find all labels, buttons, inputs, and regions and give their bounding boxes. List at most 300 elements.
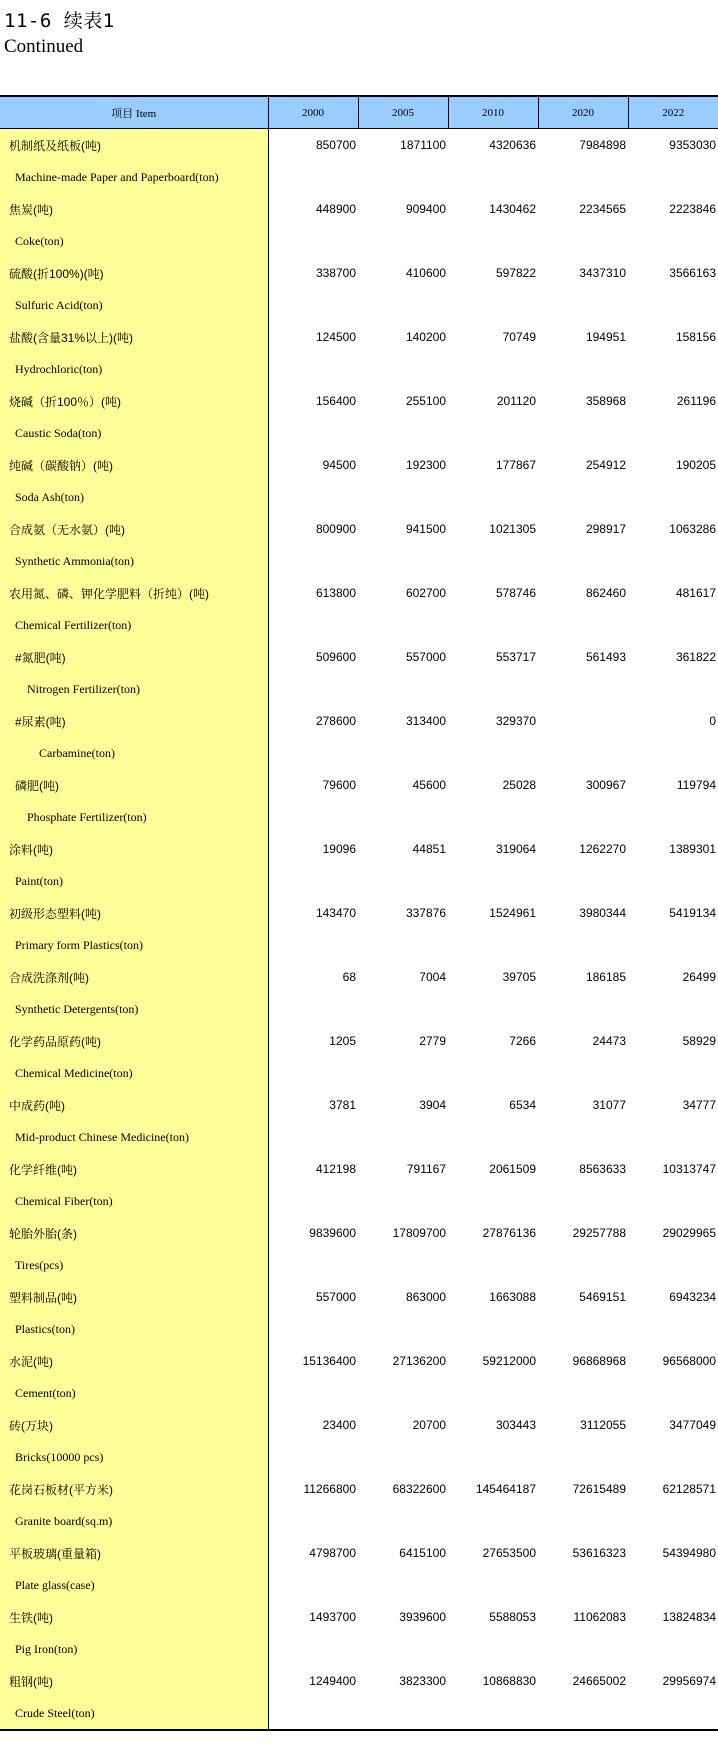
column-header-2010: 2010 bbox=[448, 96, 538, 129]
table-row bbox=[0, 1409, 718, 1441]
value-cell: 410600 bbox=[405, 266, 446, 280]
value-cell: 3904 bbox=[419, 1098, 446, 1112]
empty-cell bbox=[448, 417, 538, 449]
empty-cell bbox=[538, 1249, 628, 1281]
item-name-en: Bricks(10000 pcs) bbox=[0, 1441, 268, 1473]
empty-cell bbox=[448, 929, 538, 961]
page-subtitle: Continued bbox=[4, 36, 84, 57]
table-row bbox=[0, 897, 718, 929]
empty-cell bbox=[268, 929, 358, 961]
empty-cell bbox=[358, 161, 448, 193]
table-row bbox=[0, 769, 718, 801]
value-cell: 3566163 bbox=[669, 266, 716, 280]
empty-cell bbox=[358, 481, 448, 513]
empty-cell bbox=[448, 1377, 538, 1409]
value-cell: 3980344 bbox=[579, 906, 626, 920]
value-cell: 62128571 bbox=[662, 1482, 716, 1496]
table-row bbox=[0, 1537, 718, 1569]
value-cell: 15136400 bbox=[302, 1354, 356, 1368]
table-row bbox=[0, 641, 718, 673]
value-cell: 5588053 bbox=[489, 1610, 536, 1624]
value-cell: 6534 bbox=[509, 1098, 536, 1112]
value-cell: 3477049 bbox=[669, 1418, 716, 1432]
table-row-english bbox=[0, 1185, 718, 1217]
value-cell: 29956974 bbox=[662, 1674, 716, 1688]
value-cell: 329370 bbox=[495, 714, 536, 728]
empty-cell bbox=[448, 993, 538, 1025]
empty-cell bbox=[538, 1505, 628, 1537]
empty-cell bbox=[268, 161, 358, 193]
item-name-cn: 粗钢(吨) bbox=[0, 1665, 268, 1697]
table-row-english bbox=[0, 1249, 718, 1281]
empty-cell bbox=[538, 737, 628, 769]
value-cell: 941500 bbox=[405, 522, 446, 536]
value-cell: 303443 bbox=[495, 1418, 536, 1432]
empty-cell bbox=[628, 737, 718, 769]
item-name-en: Tires(pcs) bbox=[0, 1249, 268, 1281]
value-cell: 68322600 bbox=[392, 1482, 446, 1496]
value-cell: 124500 bbox=[315, 330, 356, 344]
value-cell: 850700 bbox=[315, 138, 356, 152]
empty-cell bbox=[448, 865, 538, 897]
empty-cell bbox=[268, 481, 358, 513]
value-cell: 1063286 bbox=[669, 522, 716, 536]
value-cell: 3939600 bbox=[399, 1610, 446, 1624]
value-cell: 509600 bbox=[315, 650, 356, 664]
table-row-english bbox=[0, 1697, 718, 1730]
item-name-cn: 水泥(吨) bbox=[0, 1345, 268, 1377]
table-row bbox=[0, 961, 718, 993]
table-row bbox=[0, 257, 718, 289]
table-row-english bbox=[0, 481, 718, 513]
value-cell: 192300 bbox=[405, 458, 446, 472]
value-cell: 2061509 bbox=[489, 1162, 536, 1176]
table-row-english bbox=[0, 161, 718, 193]
empty-cell bbox=[538, 1185, 628, 1217]
item-name-en: Granite board(sq.m) bbox=[0, 1505, 268, 1537]
value-cell: 909400 bbox=[405, 202, 446, 216]
value-cell: 791167 bbox=[406, 1162, 446, 1176]
table-row-english bbox=[0, 929, 718, 961]
table-row bbox=[0, 449, 718, 481]
value-cell: 53616323 bbox=[572, 1546, 626, 1560]
empty-cell bbox=[358, 545, 448, 577]
empty-cell bbox=[628, 353, 718, 385]
empty-cell bbox=[268, 1057, 358, 1089]
value-cell: 140200 bbox=[405, 330, 446, 344]
value-cell: 11266800 bbox=[303, 1482, 356, 1496]
item-name-cn: 初级形态塑料(吨) bbox=[0, 897, 268, 929]
value-cell: 27653500 bbox=[482, 1546, 536, 1560]
value-cell: 13824834 bbox=[662, 1610, 716, 1624]
value-cell: 313400 bbox=[405, 714, 446, 728]
empty-cell bbox=[358, 1121, 448, 1153]
empty-cell bbox=[268, 609, 358, 641]
item-name-cn: 磷肥(吨) bbox=[0, 769, 268, 801]
value-cell: 1389301 bbox=[669, 842, 716, 856]
empty-cell bbox=[628, 417, 718, 449]
empty-cell bbox=[538, 161, 628, 193]
empty-cell bbox=[268, 289, 358, 321]
empty-cell bbox=[538, 1441, 628, 1473]
table-row-english bbox=[0, 737, 718, 769]
table-row bbox=[0, 193, 718, 225]
item-name-cn: #氮肥(吨) bbox=[0, 641, 268, 673]
table-row bbox=[0, 1025, 718, 1057]
value-cell: 337876 bbox=[405, 906, 446, 920]
item-name-cn: 轮胎外胎(条) bbox=[0, 1217, 268, 1249]
empty-cell bbox=[268, 1569, 358, 1601]
item-name-en: Soda Ash(ton) bbox=[0, 481, 268, 513]
empty-cell bbox=[448, 481, 538, 513]
value-cell: 1262270 bbox=[579, 842, 626, 856]
empty-cell bbox=[448, 1697, 538, 1730]
empty-cell bbox=[358, 1569, 448, 1601]
empty-cell bbox=[448, 289, 538, 321]
item-name-en: Primary form Plastics(ton) bbox=[0, 929, 268, 961]
empty-cell bbox=[448, 1121, 538, 1153]
item-name-en: Plastics(ton) bbox=[0, 1313, 268, 1345]
table-row-english bbox=[0, 1633, 718, 1665]
item-name-cn: 花岗石板材(平方米) bbox=[0, 1473, 268, 1505]
item-name-en: Cement(ton) bbox=[0, 1377, 268, 1409]
table-row-english bbox=[0, 609, 718, 641]
value-cell: 1021305 bbox=[489, 522, 536, 536]
empty-cell bbox=[358, 1377, 448, 1409]
table-row-english bbox=[0, 1441, 718, 1473]
empty-cell bbox=[628, 289, 718, 321]
item-name-en: Paint(ton) bbox=[0, 865, 268, 897]
page-title: 11-6 续表1 bbox=[4, 10, 115, 32]
value-cell: 300967 bbox=[585, 778, 626, 792]
item-name-cn: 烧碱（折100％）(吨) bbox=[0, 385, 268, 417]
empty-cell bbox=[268, 1185, 358, 1217]
statistics-table bbox=[0, 95, 718, 1731]
empty-cell bbox=[538, 1569, 628, 1601]
empty-cell bbox=[628, 1249, 718, 1281]
value-cell: 1524961 bbox=[489, 906, 536, 920]
value-cell: 9839600 bbox=[309, 1226, 356, 1240]
empty-cell bbox=[268, 1313, 358, 1345]
value-cell: 358968 bbox=[585, 394, 626, 408]
empty-cell bbox=[358, 929, 448, 961]
value-cell: 24665002 bbox=[572, 1674, 626, 1688]
column-header-2020: 2020 bbox=[538, 96, 628, 129]
empty-cell bbox=[268, 1121, 358, 1153]
table-row bbox=[0, 513, 718, 545]
empty-cell bbox=[448, 1441, 538, 1473]
item-name-cn: #尿素(吨) bbox=[0, 705, 268, 737]
value-cell: 6415100 bbox=[399, 1546, 446, 1560]
value-cell bbox=[538, 705, 628, 737]
value-cell: 5469151 bbox=[579, 1290, 626, 1304]
empty-cell bbox=[538, 545, 628, 577]
value-cell: 597822 bbox=[495, 266, 536, 280]
empty-cell bbox=[628, 1441, 718, 1473]
empty-cell bbox=[628, 1569, 718, 1601]
empty-cell bbox=[448, 737, 538, 769]
value-cell: 31077 bbox=[592, 1098, 626, 1112]
value-cell: 96568000 bbox=[662, 1354, 716, 1368]
empty-cell bbox=[268, 225, 358, 257]
empty-cell bbox=[628, 545, 718, 577]
table-row-english bbox=[0, 865, 718, 897]
table-row bbox=[0, 321, 718, 353]
value-cell: 7266 bbox=[509, 1034, 536, 1048]
item-name-en: Synthetic Ammonia(ton) bbox=[0, 545, 268, 577]
value-cell: 863000 bbox=[405, 1290, 446, 1304]
value-cell: 1493700 bbox=[309, 1610, 356, 1624]
value-cell: 29029965 bbox=[662, 1226, 716, 1240]
value-cell: 800900 bbox=[315, 522, 356, 536]
item-name-cn: 平板玻璃(重量箱) bbox=[0, 1537, 268, 1569]
table-row bbox=[0, 385, 718, 417]
empty-cell bbox=[358, 417, 448, 449]
empty-cell bbox=[538, 417, 628, 449]
table-row bbox=[0, 1153, 718, 1185]
empty-cell bbox=[268, 1249, 358, 1281]
value-cell: 25028 bbox=[502, 778, 536, 792]
value-cell: 412198 bbox=[315, 1162, 356, 1176]
item-name-en: Chemical Medicine(ton) bbox=[0, 1057, 268, 1089]
item-name-cn: 焦炭(吨) bbox=[0, 193, 268, 225]
value-cell: 578746 bbox=[495, 586, 536, 600]
empty-cell bbox=[268, 417, 358, 449]
empty-cell bbox=[268, 545, 358, 577]
empty-cell bbox=[268, 1441, 358, 1473]
empty-cell bbox=[538, 929, 628, 961]
value-cell: 1249400 bbox=[309, 1674, 356, 1688]
empty-cell bbox=[628, 161, 718, 193]
table-row-english bbox=[0, 1313, 718, 1345]
value-cell: 1871100 bbox=[400, 138, 446, 152]
empty-cell bbox=[448, 1249, 538, 1281]
value-cell: 17809700 bbox=[392, 1226, 446, 1240]
value-cell: 557000 bbox=[315, 1290, 356, 1304]
empty-cell bbox=[538, 1057, 628, 1089]
table-row-english bbox=[0, 801, 718, 833]
value-cell: 298917 bbox=[585, 522, 626, 536]
value-cell: 553717 bbox=[495, 650, 536, 664]
empty-cell bbox=[628, 865, 718, 897]
empty-cell bbox=[628, 1377, 718, 1409]
item-name-cn: 硫酸(折100%)(吨) bbox=[0, 257, 268, 289]
value-cell: 158156 bbox=[675, 330, 716, 344]
empty-cell bbox=[448, 1633, 538, 1665]
empty-cell bbox=[448, 1505, 538, 1537]
empty-cell bbox=[628, 1313, 718, 1345]
value-cell: 27876136 bbox=[482, 1226, 536, 1240]
empty-cell bbox=[358, 1441, 448, 1473]
item-name-cn: 中成药(吨) bbox=[0, 1089, 268, 1121]
item-name-cn: 生铁(吨) bbox=[0, 1601, 268, 1633]
value-cell: 5419134 bbox=[669, 906, 716, 920]
value-cell: 481617 bbox=[675, 586, 716, 600]
empty-cell bbox=[358, 225, 448, 257]
item-name-en: Coke(ton) bbox=[0, 225, 268, 257]
value-cell: 190205 bbox=[675, 458, 716, 472]
column-header-2022: 2022 bbox=[628, 96, 718, 129]
table-row-english bbox=[0, 1569, 718, 1601]
value-cell: 94500 bbox=[322, 458, 356, 472]
value-cell: 23400 bbox=[322, 1418, 356, 1432]
empty-cell bbox=[358, 1505, 448, 1537]
empty-cell bbox=[448, 1313, 538, 1345]
column-header-2000: 2000 bbox=[268, 96, 358, 129]
value-cell: 156400 bbox=[315, 394, 356, 408]
value-cell: 68 bbox=[342, 970, 356, 984]
value-cell: 177867 bbox=[495, 458, 536, 472]
empty-cell bbox=[448, 225, 538, 257]
empty-cell bbox=[358, 673, 448, 705]
value-cell: 45600 bbox=[412, 778, 446, 792]
empty-cell bbox=[448, 1569, 538, 1601]
item-name-cn: 涂料(吨) bbox=[0, 833, 268, 865]
empty-cell bbox=[538, 993, 628, 1025]
empty-cell bbox=[448, 673, 538, 705]
table-row bbox=[0, 1601, 718, 1633]
item-name-en: Synthetic Detergents(ton) bbox=[0, 993, 268, 1025]
value-cell: 58929 bbox=[682, 1034, 716, 1048]
item-name-en: Mid-product Chinese Medicine(ton) bbox=[0, 1121, 268, 1153]
item-name-cn: 机制纸及纸板(吨) bbox=[0, 129, 268, 162]
item-name-cn: 塑料制品(吨) bbox=[0, 1281, 268, 1313]
value-cell: 96868968 bbox=[572, 1354, 626, 1368]
item-name-en: Phosphate Fertilizer(ton) bbox=[0, 801, 268, 833]
value-cell: 59212000 bbox=[482, 1354, 536, 1368]
table-row-english bbox=[0, 353, 718, 385]
empty-cell bbox=[628, 1185, 718, 1217]
item-name-en: Hydrochloric(ton) bbox=[0, 353, 268, 385]
value-cell: 561493 bbox=[585, 650, 626, 664]
value-cell: 19096 bbox=[322, 842, 356, 856]
value-cell: 1205 bbox=[329, 1034, 356, 1048]
item-name-cn: 化学纤维(吨) bbox=[0, 1153, 268, 1185]
empty-cell bbox=[358, 1185, 448, 1217]
value-cell: 3781 bbox=[329, 1098, 356, 1112]
value-cell: 11062083 bbox=[573, 1610, 626, 1624]
value-cell: 862460 bbox=[585, 586, 626, 600]
value-cell: 27136200 bbox=[392, 1354, 446, 1368]
empty-cell bbox=[268, 801, 358, 833]
empty-cell bbox=[358, 1057, 448, 1089]
empty-cell bbox=[628, 1121, 718, 1153]
empty-cell bbox=[628, 481, 718, 513]
table-row-english bbox=[0, 673, 718, 705]
empty-cell bbox=[538, 1633, 628, 1665]
value-cell: 2779 bbox=[419, 1034, 446, 1048]
item-name-cn: 合成氨（无水氨）(吨) bbox=[0, 513, 268, 545]
empty-cell bbox=[538, 1377, 628, 1409]
value-cell: 7984898 bbox=[579, 138, 626, 152]
value-cell: 79600 bbox=[322, 778, 356, 792]
empty-cell bbox=[538, 353, 628, 385]
empty-cell bbox=[268, 1505, 358, 1537]
item-name-en: Caustic Soda(ton) bbox=[0, 417, 268, 449]
empty-cell bbox=[628, 609, 718, 641]
value-cell: 361822 bbox=[675, 650, 716, 664]
value-cell: 3823300 bbox=[399, 1674, 446, 1688]
item-name-en: Pig Iron(ton) bbox=[0, 1633, 268, 1665]
value-cell: 6943234 bbox=[669, 1290, 716, 1304]
table-header-row bbox=[0, 96, 718, 129]
empty-cell bbox=[538, 1121, 628, 1153]
table-row bbox=[0, 1345, 718, 1377]
value-cell: 255100 bbox=[405, 394, 446, 408]
empty-cell bbox=[448, 1185, 538, 1217]
value-cell: 201120 bbox=[496, 394, 536, 408]
empty-cell bbox=[448, 545, 538, 577]
value-cell: 70749 bbox=[502, 330, 536, 344]
table-row bbox=[0, 129, 718, 162]
table-row-english bbox=[0, 1377, 718, 1409]
item-name-en: Machine-made Paper and Paperboard(ton) bbox=[0, 161, 268, 193]
table-row bbox=[0, 1089, 718, 1121]
empty-cell bbox=[628, 225, 718, 257]
value-cell: 254912 bbox=[585, 458, 626, 472]
empty-cell bbox=[628, 993, 718, 1025]
empty-cell bbox=[448, 609, 538, 641]
value-cell: 39705 bbox=[502, 970, 536, 984]
value-cell: 7004 bbox=[419, 970, 446, 984]
value-cell: 261196 bbox=[676, 394, 716, 408]
table-row bbox=[0, 1281, 718, 1313]
value-cell: 3437310 bbox=[579, 266, 626, 280]
empty-cell bbox=[268, 1633, 358, 1665]
table-row-english bbox=[0, 545, 718, 577]
value-cell: 10313747 bbox=[662, 1162, 716, 1176]
item-name-en: Carbamine(ton) bbox=[0, 737, 268, 769]
empty-cell bbox=[538, 609, 628, 641]
empty-cell bbox=[358, 993, 448, 1025]
empty-cell bbox=[268, 1697, 358, 1730]
value-cell: 20700 bbox=[412, 1418, 446, 1432]
table-row bbox=[0, 1665, 718, 1697]
value-cell: 29257788 bbox=[572, 1226, 626, 1240]
empty-cell bbox=[358, 865, 448, 897]
empty-cell bbox=[358, 1633, 448, 1665]
item-name-en: Chemical Fertilizer(ton) bbox=[0, 609, 268, 641]
table-row-english bbox=[0, 417, 718, 449]
value-cell: 4320636 bbox=[489, 138, 536, 152]
table-row bbox=[0, 577, 718, 609]
value-cell: 54394980 bbox=[662, 1546, 716, 1560]
column-header-2005: 2005 bbox=[358, 96, 448, 129]
empty-cell bbox=[628, 1633, 718, 1665]
value-cell: 44851 bbox=[412, 842, 446, 856]
value-cell: 72615489 bbox=[572, 1482, 626, 1496]
empty-cell bbox=[538, 481, 628, 513]
empty-cell bbox=[448, 1057, 538, 1089]
value-cell: 10868830 bbox=[482, 1674, 536, 1688]
table-row-english bbox=[0, 225, 718, 257]
empty-cell bbox=[358, 1313, 448, 1345]
empty-cell bbox=[268, 353, 358, 385]
empty-cell bbox=[448, 161, 538, 193]
empty-cell bbox=[448, 801, 538, 833]
value-cell: 338700 bbox=[315, 266, 356, 280]
empty-cell bbox=[538, 1313, 628, 1345]
item-name-cn: 化学药品原药(吨) bbox=[0, 1025, 268, 1057]
item-name-en: Plate glass(case) bbox=[0, 1569, 268, 1601]
empty-cell bbox=[538, 865, 628, 897]
value-cell: 278600 bbox=[315, 714, 356, 728]
table-row-english bbox=[0, 1505, 718, 1537]
table-row bbox=[0, 833, 718, 865]
table-row-english bbox=[0, 1057, 718, 1089]
item-name-en: Sulfuric Acid(ton) bbox=[0, 289, 268, 321]
value-cell: 194951 bbox=[585, 330, 626, 344]
